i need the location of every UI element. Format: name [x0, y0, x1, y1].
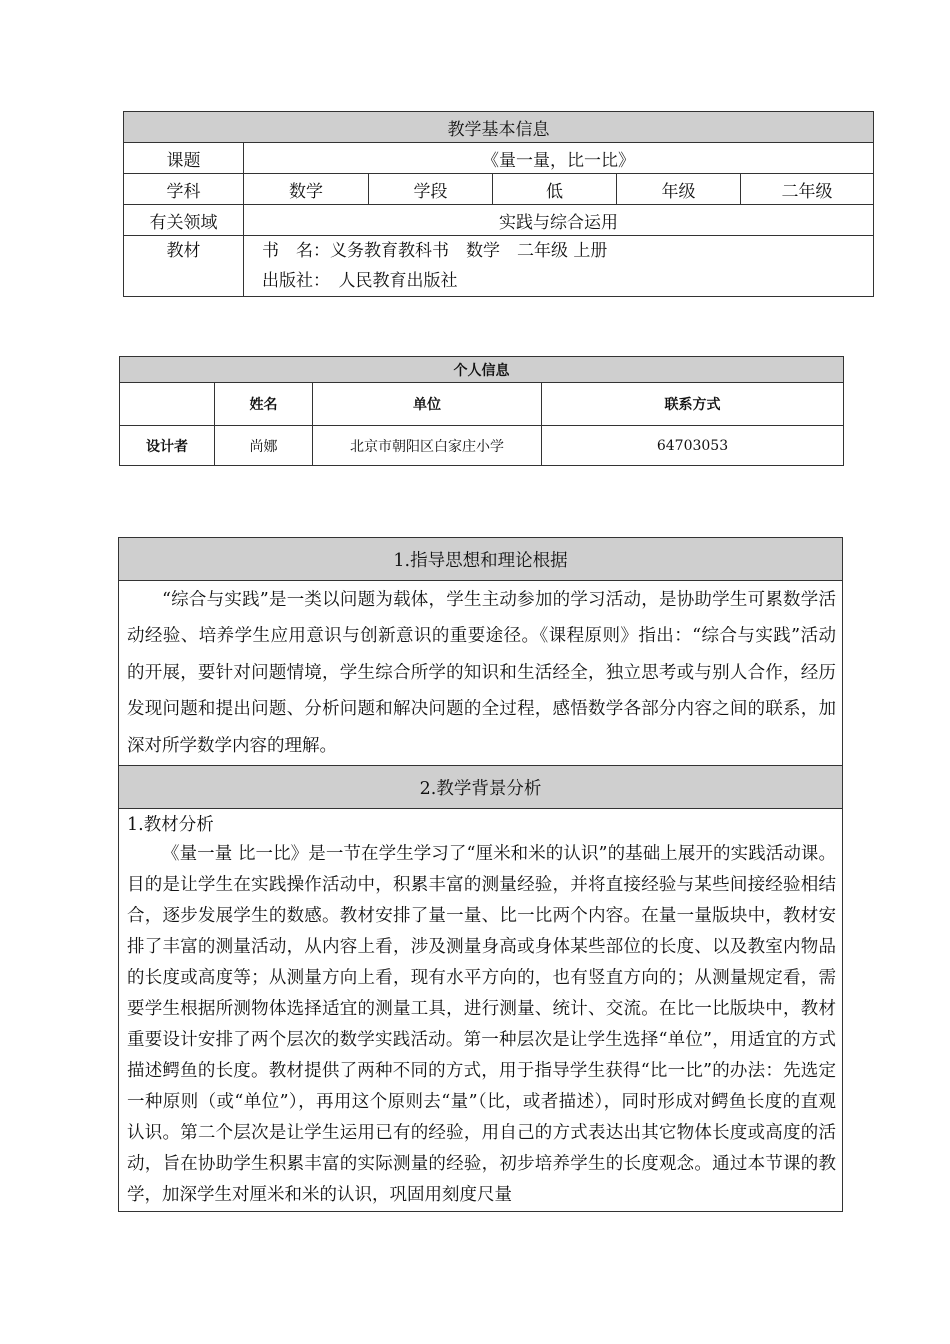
stage-label: 学段: [369, 174, 493, 205]
section1-title: 1.指导思想和理论根据: [119, 538, 843, 581]
header-name: 姓名: [215, 383, 313, 426]
basic-info-table: [123, 111, 874, 297]
section2-title: 2.教学背景分析: [119, 766, 843, 809]
textbook-publisher-line: 出版社： 人民教育出版社: [262, 271, 458, 291]
grade-value: 二年级: [741, 174, 874, 205]
topic-label: 课题: [124, 143, 244, 174]
textbook-value: [244, 236, 874, 297]
designer-name: 尚娜: [215, 426, 313, 466]
subject-label: 学科: [124, 174, 244, 205]
sections-table: [118, 537, 843, 1212]
section2-subtitle: 1.教材分析: [127, 815, 214, 835]
header-contact: 联系方式: [542, 383, 844, 426]
domain-label: 有关领域: [124, 205, 244, 236]
designer-unit: 北京市朝阳区白家庄小学: [313, 426, 542, 466]
section2-body: [119, 809, 843, 1212]
designer-label: 设计者: [120, 426, 215, 466]
topic-value: 《量一量，比一比》: [244, 143, 874, 174]
section1-body: [119, 581, 843, 766]
personal-info-table: [119, 356, 844, 466]
stage-value: 低: [493, 174, 617, 205]
header-empty: [120, 383, 215, 426]
grade-label: 年级: [617, 174, 741, 205]
textbook-label: [124, 236, 244, 297]
designer-contact: 64703053: [542, 426, 844, 466]
section2-text: 《量一量 比一比》是一节在学生学习了“厘米和米的认识”的基础上展开的实践活动课。目的是让学生在实践操作活动中，积累丰富的测量经验，并将直接经验与某些间接经验相结合，逐步发展学生的数感。教材安排了量一量、比一比两个内容。在量一量版块中，教材安排了丰富的测量活动，从内容上看，涉及测量身高或身体某些部位的长度、以及教室内物品的长度或高度等；从测量方向上看，现有水平方向的，也有竖直方向的；从测量规定看，需要学生根据所测物体选择适宜的测量工具，进行测量、统计、交流。在比一比版块中，教材重要设计安排了两个层次的数学实践活动。第一种层次是让学生选择“单位”，用适宜的方式描述鳄鱼的长度。教材提供了两种不同的方式，用于指导学生获得“比一比”的办法：先选定一种原则（或“单位”），再用这个原则去“量”（比，或者描述），同时形成对鳄鱼长度的直观认识。第二个层次是让学生运用已有的经验，用自己的方式表达出其它物体长度或高度的活动，旨在协助学生积累丰富的实际测量的经验，初步培养学生的长度观念。通过本节课的教学，加深学生对厘米和米的认识，巩固用刻度尺量: [127, 844, 836, 1205]
section1-text: “综合与实践”是一类以问题为载体，学生主动参加的学习活动，是协助学生可累数学活动经验、培养学生应用意识与创新意识的重要途径。《课程原则》指出：“综合与实践”活动的开展，要针对问题情境，学生综合所学的知识和生活经全，独立思考或与别人合作，经历发现问题和提出问题、分析问题和解决问题的全过程，感悟数学各部分内容之间的联系，加深对所学数学内容的理解。: [127, 589, 836, 756]
subject-value: 数学: [244, 174, 369, 205]
domain-value: 实践与综合运用: [244, 205, 874, 236]
textbook-label-text: 教材: [166, 241, 201, 261]
header-unit: 单位: [313, 383, 542, 426]
personal-info-title: 个人信息: [120, 357, 844, 383]
textbook-name-line: 书 名：义务教育教科书 数学 二年级 上册: [262, 241, 608, 261]
basic-info-title: 教学基本信息: [124, 112, 874, 143]
